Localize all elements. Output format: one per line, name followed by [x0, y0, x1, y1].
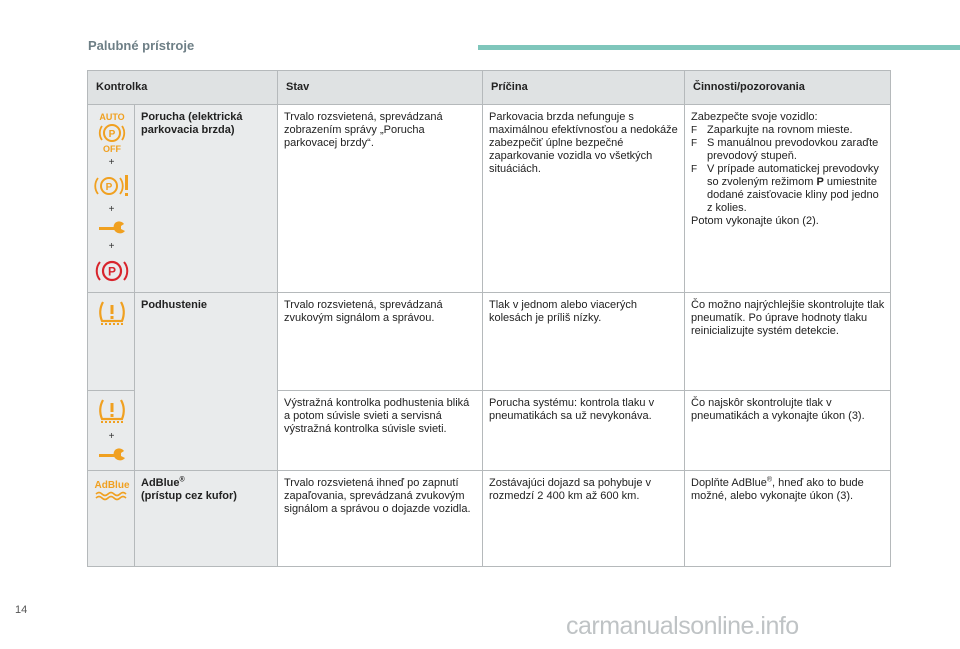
- plus-sign: +: [108, 431, 115, 442]
- action-outro: Potom vykonajte úkon (2).: [691, 215, 819, 227]
- list-item: F Zaparkujte na rovnom mieste.: [691, 124, 885, 137]
- table-row: [88, 471, 891, 567]
- registered-mark: ®: [766, 476, 773, 484]
- list-item: [691, 163, 885, 215]
- adblue-icon: [92, 477, 132, 501]
- action-text: , hneď ako to bude možné, alebo vykonajte úkon (3).: [691, 477, 864, 502]
- action-cell: Čo možno najrýchlejšie skontrolujte tlak pneumatík. Po úprave hodnoty tlaku reinicializujte systém detekcie.: [685, 293, 891, 391]
- column-header-pricina: Príčina: [483, 71, 685, 105]
- action-text: Doplňte AdBlue: [691, 477, 767, 489]
- column-header-stav: Stav: [278, 71, 483, 105]
- list-item-text: V prípade automatickej prevodovky so zvoleným: [707, 163, 879, 188]
- light-name-cell: [135, 293, 278, 471]
- tyre-pressure-icon: [96, 397, 128, 427]
- section-title: Palubné prístroje: [88, 38, 195, 53]
- page-number: 14: [15, 604, 28, 616]
- wrench-icon: [97, 221, 127, 235]
- state-cell: Trvalo rozsvietená, sprevádzaná zvukovým signálom a správou.: [278, 293, 483, 391]
- list-item-text: režimom: [771, 176, 817, 188]
- svg-text:OFF: OFF: [102, 144, 121, 153]
- auto-parking-brake-icon: [92, 111, 132, 153]
- light-name-cell: [135, 471, 278, 567]
- cause-cell: Tlak v jednom alebo viacerých kolesách je príliš nízky.: [483, 293, 685, 391]
- light-name-sub: (prístup cez kufor): [141, 490, 237, 502]
- plus-sign: +: [108, 241, 115, 252]
- list-item-text: umiestnite dodané zaisťovacie kliny pod jedno z kolies.: [707, 176, 879, 214]
- light-name: Porucha (elektrická: [141, 111, 243, 123]
- column-header-cinnosti: Činnosti/pozorovania: [685, 71, 891, 105]
- header-accent-bar: [478, 45, 960, 50]
- warning-lights-table: [87, 70, 891, 567]
- table-row: [88, 105, 891, 293]
- icon-cell: [88, 471, 135, 567]
- action-list: [691, 124, 885, 215]
- action-intro: Zabezpečte svoje vozidlo:: [691, 111, 818, 123]
- action-cell: [685, 105, 891, 293]
- state-cell: Trvalo rozsvietená ihneď po zapnutí zapaľovania, sprevádzaná zvukovým signálom a správou o dojazde vozidla.: [278, 471, 483, 567]
- cause-cell: Parkovacia brzda nefunguje s maximálnou efektívnosťou a nedokáže zabezpečiť úplne bezpečné zaparkovanie vozidla vo všetkých situáciách.: [483, 105, 685, 293]
- svg-text:P: P: [108, 129, 115, 140]
- light-name: AdBlue: [141, 477, 180, 489]
- action-cell: Čo najskôr skontrolujte tlak v pneumatikách a vykonajte úkon (3).: [685, 391, 891, 471]
- gear-p-label: P: [816, 176, 824, 188]
- cause-cell: Zostávajúci dojazd sa pohybuje v rozmedzí 2 400 km až 600 km.: [483, 471, 685, 567]
- light-name-cell: [135, 105, 278, 293]
- table-row: [88, 293, 891, 391]
- svg-text:AUTO: AUTO: [98, 112, 125, 122]
- icon-cell: [88, 105, 135, 293]
- light-name: parkovacia brzda): [141, 124, 235, 136]
- state-cell: Trvalo rozsvietená, sprevádzaná zobrazením správy „Porucha parkovacej brzdy“.: [278, 105, 483, 293]
- parking-brake-warning-icon: [92, 172, 132, 200]
- column-header-kontrolka: Kontrolka: [88, 71, 278, 105]
- svg-text:P: P: [107, 264, 116, 279]
- brake-red-icon: [94, 256, 130, 286]
- tyre-pressure-icon: [96, 299, 128, 329]
- plus-sign: +: [108, 157, 115, 168]
- svg-text:P: P: [105, 182, 112, 193]
- registered-mark: ®: [179, 476, 185, 484]
- svg-text:AdBlue: AdBlue: [94, 480, 129, 491]
- icon-cell: [88, 391, 135, 471]
- plus-sign: +: [108, 204, 115, 215]
- wrench-icon: [97, 448, 127, 462]
- action-cell: [685, 471, 891, 567]
- list-item: F S manuálnou prevodovkou zaraďte prevodový stupeň.: [691, 137, 885, 163]
- icon-cell: [88, 293, 135, 391]
- light-name: Podhustenie: [141, 299, 208, 311]
- watermark: carmanualsonline.info: [566, 612, 799, 640]
- cause-cell: Porucha systému: kontrola tlaku v pneumatikách sa už nevykonáva.: [483, 391, 685, 471]
- state-cell: Výstražná kontrolka podhustenia bliká a potom súvisle svieti a servisná výstražná kontrolka súvisle svieti.: [278, 391, 483, 471]
